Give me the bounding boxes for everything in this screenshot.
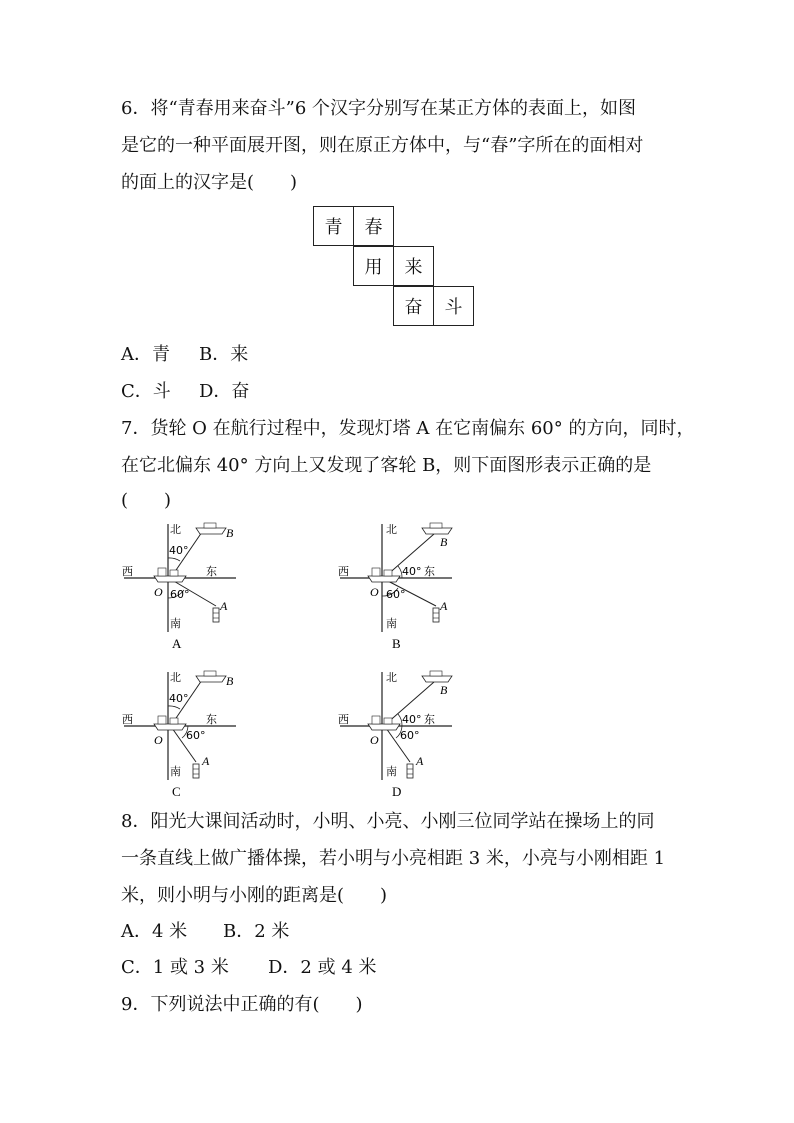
label-east: 东	[206, 565, 217, 578]
q6-line-1: 6．将“青春用来奋斗”6 个汉字分别写在某正方体的表面上，如图	[121, 98, 637, 119]
q6-option-d: D．奋	[199, 381, 250, 402]
lighthouse-icon	[213, 608, 219, 622]
label-south: 南	[170, 617, 181, 630]
net-cell-qing: 青	[313, 206, 354, 246]
label-o: O	[370, 585, 379, 599]
caption-a: A	[172, 636, 182, 651]
label-north: 北	[386, 671, 397, 684]
caption-c: C	[172, 784, 181, 799]
label-west: 西	[122, 565, 133, 578]
cargo-ship-icon	[368, 716, 400, 730]
label-north: 北	[170, 523, 181, 536]
label-east: 东	[206, 713, 217, 726]
q8-option-d: D．2 或 4 米	[268, 957, 377, 978]
q6-line-2: 是它的一种平面展开图，则在原正方体中，与“春”字所在的面相对	[121, 135, 644, 156]
net-cell-fen: 奋	[393, 286, 434, 326]
net-cell-yong: 用	[353, 246, 394, 286]
lighthouse-icon	[193, 764, 199, 778]
angle-40: 40°	[402, 713, 422, 726]
label-east: 东	[424, 713, 435, 726]
label-north: 北	[170, 671, 181, 684]
label-west: 西	[122, 713, 133, 726]
label-west: 西	[338, 713, 349, 726]
q7-line-2: 在它北偏东 40° 方向上又发现了客轮 B，则下面图形表示正确的是	[121, 455, 652, 476]
q8-line-1: 8．阳光大课间活动时，小明、小亮、小刚三位同学站在操场上的同	[121, 811, 655, 832]
label-a: A	[220, 599, 228, 613]
angle-60: 60°	[386, 588, 406, 601]
q8-option-b: B．2 米	[223, 921, 290, 942]
q6-line-3: 的面上的汉字是( )	[121, 172, 298, 193]
label-o: O	[370, 733, 379, 747]
cargo-ship-icon	[154, 568, 186, 582]
ship-icon	[196, 523, 226, 534]
caption-d: D	[392, 784, 402, 799]
q7-line-1: 7．货轮 O 在航行过程中，发现灯塔 A 在它南偏东 60° 的方向，同时，	[121, 418, 695, 439]
angle-60: 60°	[400, 729, 420, 742]
cargo-ship-icon	[368, 568, 400, 582]
label-south: 南	[386, 617, 397, 630]
label-b: B	[440, 535, 448, 549]
label-a: A	[416, 754, 424, 768]
angle-60: 60°	[170, 588, 190, 601]
label-b: B	[226, 674, 234, 688]
q6-option-c: C．斗	[121, 381, 171, 402]
label-o: O	[154, 733, 163, 747]
label-b: B	[226, 526, 234, 540]
diagram-c	[120, 668, 250, 803]
label-south: 南	[170, 765, 181, 778]
diagram-d	[336, 668, 466, 803]
ship-icon	[422, 523, 452, 534]
net-cell-chun: 春	[353, 206, 394, 246]
caption-b: B	[392, 636, 401, 651]
label-north: 北	[386, 523, 397, 536]
q9-line-1: 9．下列说法中正确的有( )	[121, 994, 363, 1015]
q8-option-c: C．1 或 3 米	[121, 957, 229, 978]
q8-line-3: 米，则小明与小刚的距离是( )	[121, 885, 388, 906]
ship-icon	[196, 671, 226, 682]
label-south: 南	[386, 765, 397, 778]
diagram-b	[336, 520, 466, 655]
q6-option-a: A．青	[121, 344, 170, 365]
q8-line-2: 一条直线上做广播体操，若小明与小亮相距 3 米，小亮与小刚相距 1	[121, 848, 666, 869]
q8-option-a: A．4 米	[121, 921, 188, 942]
label-b: B	[440, 683, 448, 697]
net-cell-lai: 来	[393, 246, 434, 286]
label-a: A	[202, 754, 210, 768]
label-west: 西	[338, 565, 349, 578]
label-east: 东	[424, 565, 435, 578]
angle-40: 40°	[169, 544, 189, 557]
label-a: A	[440, 599, 448, 613]
lighthouse-icon	[433, 608, 439, 622]
angle-60: 60°	[186, 729, 206, 742]
lighthouse-icon	[407, 764, 413, 778]
net-cell-dou: 斗	[433, 286, 474, 326]
cargo-ship-icon	[154, 716, 186, 730]
q7-line-3: ( )	[121, 490, 172, 511]
label-o: O	[154, 585, 163, 599]
diagram-a	[120, 520, 250, 655]
angle-40: 40°	[402, 565, 422, 578]
angle-40: 40°	[169, 692, 189, 705]
ship-icon	[422, 671, 452, 682]
q6-option-b: B．来	[199, 344, 249, 365]
